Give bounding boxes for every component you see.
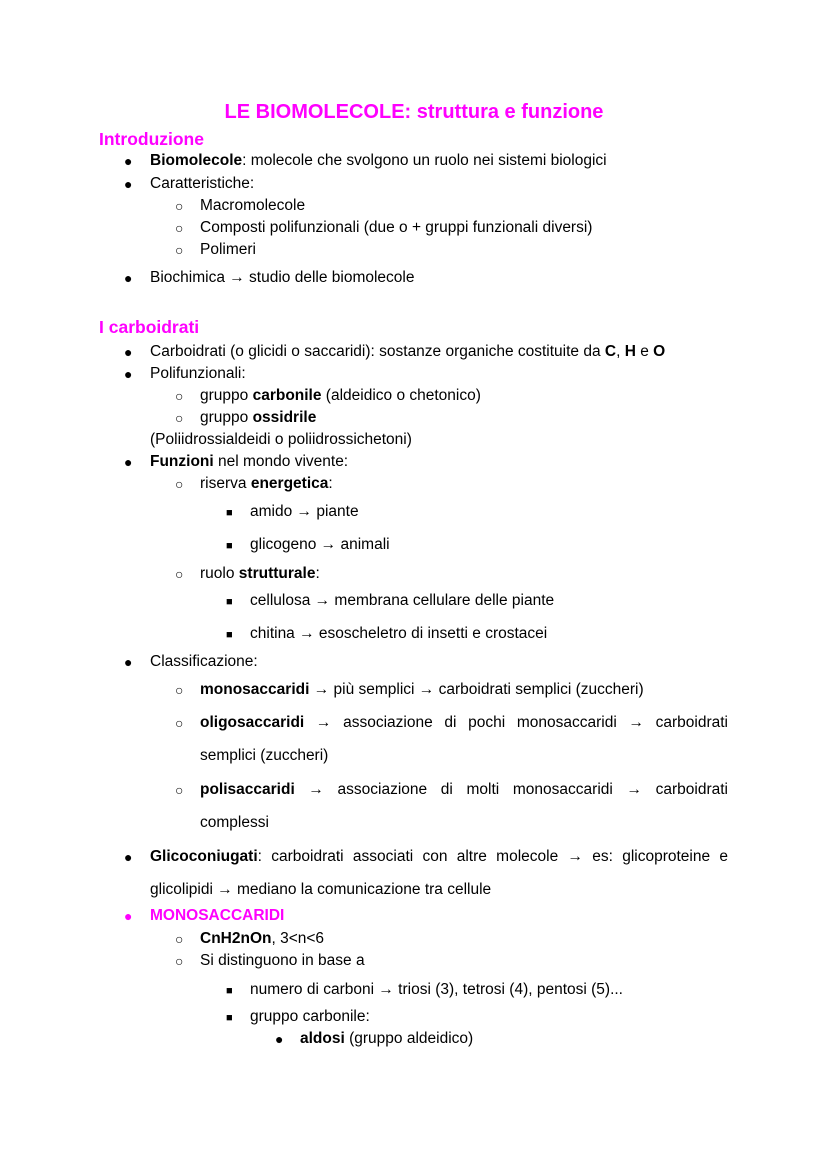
list-item: riserva energetica: bbox=[200, 475, 333, 492]
circle-bullet-icon: ○ bbox=[175, 682, 184, 698]
list-item: Biomolecole: molecole che svolgono un ruolo nei sistemi biologici bbox=[150, 152, 607, 169]
bullet-icon: ● bbox=[124, 908, 133, 924]
circle-bullet-icon: ○ bbox=[175, 931, 184, 947]
bullet-icon: ● bbox=[124, 849, 133, 865]
bullet-icon: ● bbox=[275, 1031, 284, 1047]
list-item: aldosi (gruppo aldeidico) bbox=[300, 1030, 474, 1047]
circle-bullet-icon: ○ bbox=[175, 476, 184, 492]
circle-bullet-icon: ○ bbox=[175, 782, 184, 798]
list-item: oligosaccaridi → associazione di pochi monosaccaridi → carboidrati bbox=[200, 714, 728, 731]
list-item: Classificazione: bbox=[150, 653, 258, 670]
list-item: Caratteristiche: bbox=[150, 175, 255, 192]
list-item-continuation: glicolipidi → mediano la comunicazione tra cellule bbox=[150, 881, 492, 898]
bullet-icon: ● bbox=[124, 654, 133, 670]
circle-bullet-icon: ○ bbox=[175, 198, 184, 214]
list-item: numero di carboni → triosi (3), tetrosi (4), pentosi (5)... bbox=[250, 981, 623, 998]
square-bullet-icon: ■ bbox=[226, 629, 233, 641]
section-heading-carboidrati: I carboidrati bbox=[99, 317, 200, 337]
list-item: Carboidrati (o glicidi o saccaridi): sostanze organiche costituite da C, H e O bbox=[150, 343, 666, 360]
list-item: gruppo ossidrile bbox=[200, 409, 317, 426]
bullet-icon: ● bbox=[124, 344, 133, 360]
bullet-icon: ● bbox=[124, 270, 133, 286]
list-item: ruolo strutturale: bbox=[200, 565, 320, 582]
list-item: gruppo carbonile: bbox=[250, 1008, 370, 1025]
subsection-heading-monosaccaridi: MONOSACCARIDI bbox=[150, 907, 285, 924]
list-item: Biochimica → studio delle biomolecole bbox=[150, 269, 415, 286]
square-bullet-icon: ■ bbox=[226, 1012, 233, 1024]
bullet-icon: ● bbox=[124, 176, 133, 192]
list-item: Si distinguono in base a bbox=[200, 952, 365, 969]
list-item-continuation: semplici (zuccheri) bbox=[200, 747, 329, 764]
list-item: polisaccaridi → associazione di molti monosaccaridi → carboidrati bbox=[200, 781, 728, 798]
list-item: Composti polifunzionali (due o + gruppi funzionali diversi) bbox=[200, 219, 593, 236]
list-item: CnH2nOn, 3<n<6 bbox=[200, 930, 325, 947]
note-text: (Poliidrossialdeidi o poliidrossichetoni) bbox=[150, 431, 412, 448]
circle-bullet-icon: ○ bbox=[175, 410, 184, 426]
circle-bullet-icon: ○ bbox=[175, 566, 184, 582]
bullet-icon: ● bbox=[124, 366, 133, 382]
page-title: LE BIOMOLECOLE: struttura e funzione bbox=[224, 101, 604, 123]
list-item: glicogeno → animali bbox=[250, 536, 390, 553]
bullet-icon: ● bbox=[124, 454, 133, 470]
square-bullet-icon: ■ bbox=[226, 596, 233, 608]
list-item: Macromolecole bbox=[200, 197, 306, 214]
list-item: amido → piante bbox=[250, 503, 359, 520]
circle-bullet-icon: ○ bbox=[175, 715, 184, 731]
list-item-continuation: complessi bbox=[200, 814, 269, 831]
list-item: Polifunzionali: bbox=[150, 365, 246, 382]
square-bullet-icon: ■ bbox=[226, 507, 233, 519]
circle-bullet-icon: ○ bbox=[175, 242, 184, 258]
square-bullet-icon: ■ bbox=[226, 985, 233, 997]
bullet-icon: ● bbox=[124, 153, 133, 169]
list-item: gruppo carbonile (aldeidico o chetonico) bbox=[200, 387, 481, 404]
list-item: Funzioni nel mondo vivente: bbox=[150, 453, 349, 470]
section-heading-introduzione: Introduzione bbox=[99, 129, 204, 149]
list-item: monosaccaridi → più semplici → carboidrati semplici (zuccheri) bbox=[200, 681, 644, 698]
list-item: Polimeri bbox=[200, 241, 256, 258]
list-item: chitina → esoscheletro di insetti e crostacei bbox=[250, 625, 548, 642]
list-item: Glicoconiugati: carboidrati associati con altre molecole → es: glicoproteine e bbox=[150, 848, 728, 865]
circle-bullet-icon: ○ bbox=[175, 388, 184, 404]
circle-bullet-icon: ○ bbox=[175, 220, 184, 236]
list-item: cellulosa → membrana cellulare delle piante bbox=[250, 592, 555, 609]
square-bullet-icon: ■ bbox=[226, 540, 233, 552]
circle-bullet-icon: ○ bbox=[175, 953, 184, 969]
